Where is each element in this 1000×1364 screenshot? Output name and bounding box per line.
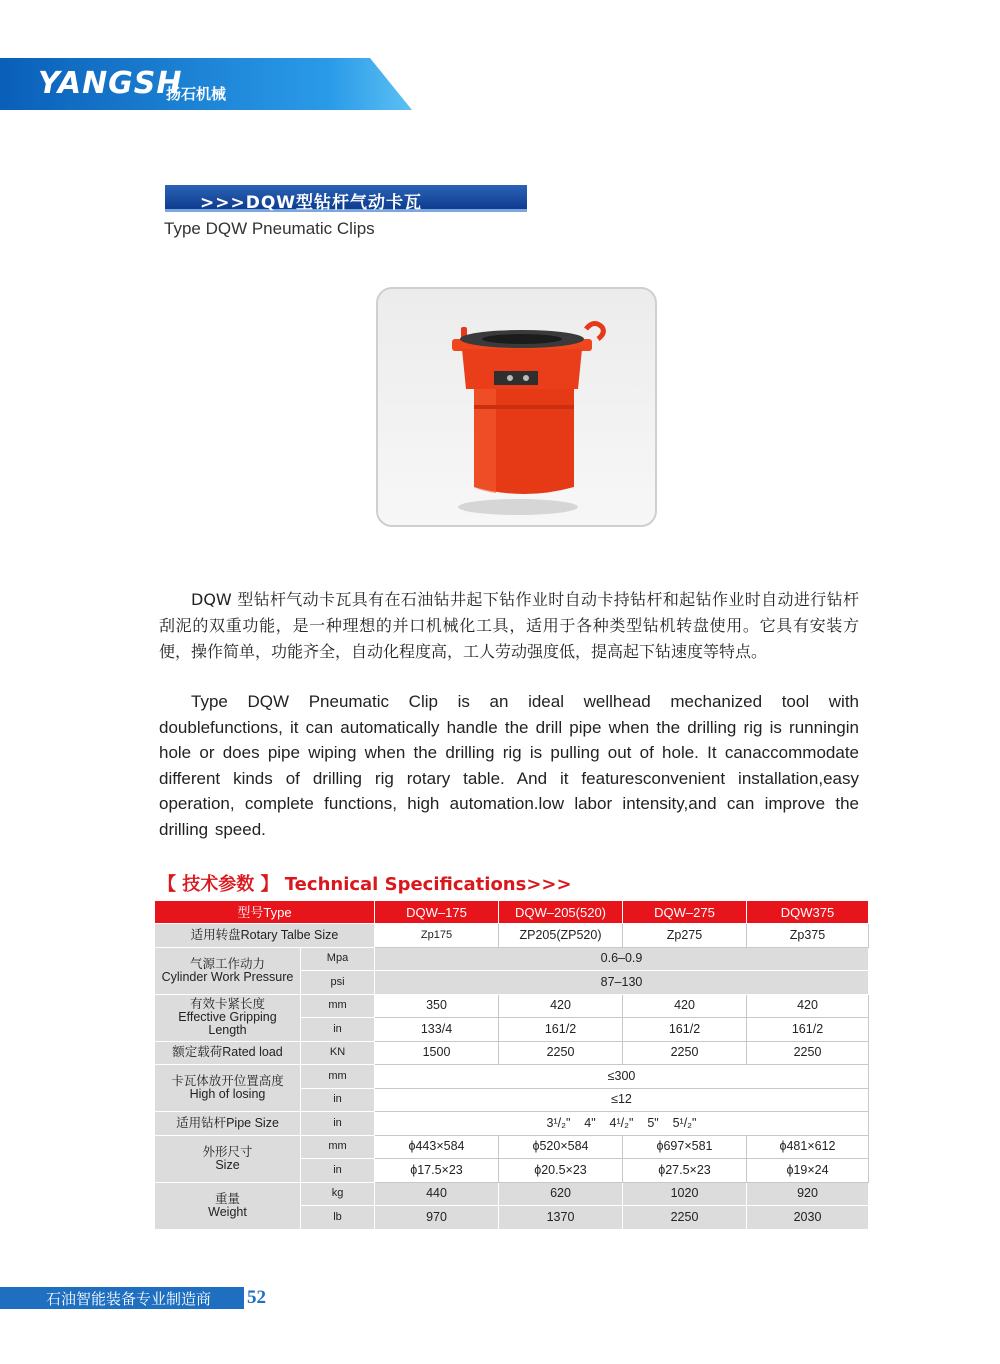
cell-value: 420	[499, 994, 623, 1018]
label-cn: 外形尺寸	[202, 1144, 253, 1159]
unit: kg	[301, 1182, 375, 1206]
table-row	[155, 1065, 869, 1089]
label-en: Cylinder Work Pressure	[161, 969, 294, 984]
cell-value: 0.6–0.9	[375, 947, 869, 971]
label-cn: 卡瓦体放开位置高度	[171, 1074, 284, 1088]
cell-value: 2250	[623, 1206, 747, 1230]
section-title: >>>DQW型钻杆气动卡瓦	[200, 193, 423, 213]
cell-value: Zp375	[747, 924, 869, 948]
cell-value: ϕ19×24	[747, 1159, 869, 1183]
cell-value: 350	[375, 994, 499, 1018]
unit: in	[301, 1088, 375, 1112]
cell-value: Zp175	[375, 924, 499, 948]
cell-value: ϕ443×584	[375, 1135, 499, 1159]
cell-value: 161/2	[623, 1018, 747, 1042]
table-row	[155, 947, 869, 971]
brand-name-cn: 扬石机械	[166, 85, 227, 103]
cell-value: ϕ27.5×23	[623, 1159, 747, 1183]
cell-value: 87–130	[375, 971, 869, 995]
brand-logo: YANGSH	[38, 66, 183, 101]
unit: lb	[301, 1206, 375, 1230]
label-en: Length	[208, 1023, 247, 1037]
row-label-gripping	[155, 994, 301, 1041]
row-label-pipe: 适用钻杆Pipe Size	[155, 1112, 301, 1136]
header-model: DQW375	[747, 901, 869, 924]
row-label-size	[155, 1135, 301, 1182]
row-label-losing	[155, 1065, 301, 1112]
cell-value: 2250	[499, 1041, 623, 1065]
spec-heading: 【 技术参数 】 Technical Specifications>>>	[158, 874, 572, 895]
cell-value: 2250	[623, 1041, 747, 1065]
header-type: 型号Type	[155, 901, 375, 924]
cell-value: 161/2	[499, 1018, 623, 1042]
table-row	[155, 1041, 869, 1065]
table-row	[155, 1182, 869, 1206]
unit: Mpa	[301, 947, 375, 971]
label-en: Effective Gripping	[178, 1010, 277, 1024]
unit: mm	[301, 1065, 375, 1089]
cell-value: 970	[375, 1206, 499, 1230]
section-subtitle: Type DQW Pneumatic Clips	[164, 219, 375, 238]
row-label-weight	[155, 1182, 301, 1229]
label-cn: 有效卡紧长度	[189, 997, 265, 1011]
product-photo	[376, 287, 657, 527]
cell-value: Zp275	[623, 924, 747, 948]
page-number: 52	[247, 1287, 266, 1308]
row-label-pressure	[155, 947, 301, 994]
cell-value: 2030	[747, 1206, 869, 1230]
label-cn: 气源工作动力	[189, 956, 265, 971]
cell-value: 920	[747, 1182, 869, 1206]
cell-value: 620	[499, 1182, 623, 1206]
label-cn: 重量	[214, 1191, 240, 1206]
cell-value: 133/4	[375, 1018, 499, 1042]
description-cn: DQW 型钻杆气动卡瓦具有在石油钻井起下钻作业时自动卡持钻杆和起钻作业时自动进行钻杆刮泥的双重功能，是一种理想的并口机械化工具，适用于各种类型钻机转盘使用。它具有安装方便，操作简单，功能齐全，自动化程度高，工人劳动强度低，提高起下钻速度等特点。	[159, 590, 859, 661]
row-label-rotary: 适用转盘Rotary Talbe Size	[155, 924, 375, 948]
label-en: Weight	[208, 1204, 247, 1219]
cell-value: 1370	[499, 1206, 623, 1230]
footer-text: 石油智能装备专业制造商	[46, 1290, 212, 1308]
unit: KN	[301, 1041, 375, 1065]
unit: psi	[301, 971, 375, 995]
description-en: Type DQW Pneumatic Clip is an ideal wellhead mechanized tool with doublefunctions, it can automatically handle the drill pipe when the drilling rig is runningin hole or does pipe wiping when the drilling rig is pulling out of hole. It canaccommodate different kinds of drilling rig rotary table. And it featuresconvenient installation,easy operation, complete functions, high automation.low labor intensity,and can improve the drilling speed.	[159, 692, 859, 839]
table-row	[155, 994, 869, 1018]
spec-table	[154, 900, 869, 1230]
table-row	[155, 1135, 869, 1159]
unit: mm	[301, 1135, 375, 1159]
header-model: DQW–175	[375, 901, 499, 924]
label-en: Size	[215, 1157, 240, 1172]
cell-value: ≤300	[375, 1065, 869, 1089]
cell-value: 440	[375, 1182, 499, 1206]
cell-value: 420	[747, 994, 869, 1018]
label-en: High of losing	[189, 1087, 266, 1101]
table-header-row	[155, 901, 869, 924]
cell-value: 1500	[375, 1041, 499, 1065]
cell-value: 1020	[623, 1182, 747, 1206]
header-model: DQW–275	[623, 901, 747, 924]
cell-value: ϕ520×584	[499, 1135, 623, 1159]
cell-value: ϕ20.5×23	[499, 1159, 623, 1183]
cell-value: 3¹/₂" 4" 4¹/₂" 5" 5¹/₂"	[375, 1112, 869, 1136]
cell-value: ϕ481×612	[747, 1135, 869, 1159]
cell-value: ZP205(ZP520)	[499, 924, 623, 948]
cell-value: ϕ17.5×23	[375, 1159, 499, 1183]
table-row	[155, 1112, 869, 1136]
unit: mm	[301, 994, 375, 1018]
cell-value: 2250	[747, 1041, 869, 1065]
unit: in	[301, 1018, 375, 1042]
cell-value: ϕ697×581	[623, 1135, 747, 1159]
cell-value: 161/2	[747, 1018, 869, 1042]
unit: in	[301, 1112, 375, 1136]
header-model: DQW–205(520)	[499, 901, 623, 924]
pneumatic-clip-photo-icon	[378, 289, 657, 527]
cell-value: ≤12	[375, 1088, 869, 1112]
unit: in	[301, 1159, 375, 1183]
table-row	[155, 924, 869, 948]
cell-value: 420	[623, 994, 747, 1018]
row-label-load: 额定载荷Rated load	[155, 1041, 301, 1065]
